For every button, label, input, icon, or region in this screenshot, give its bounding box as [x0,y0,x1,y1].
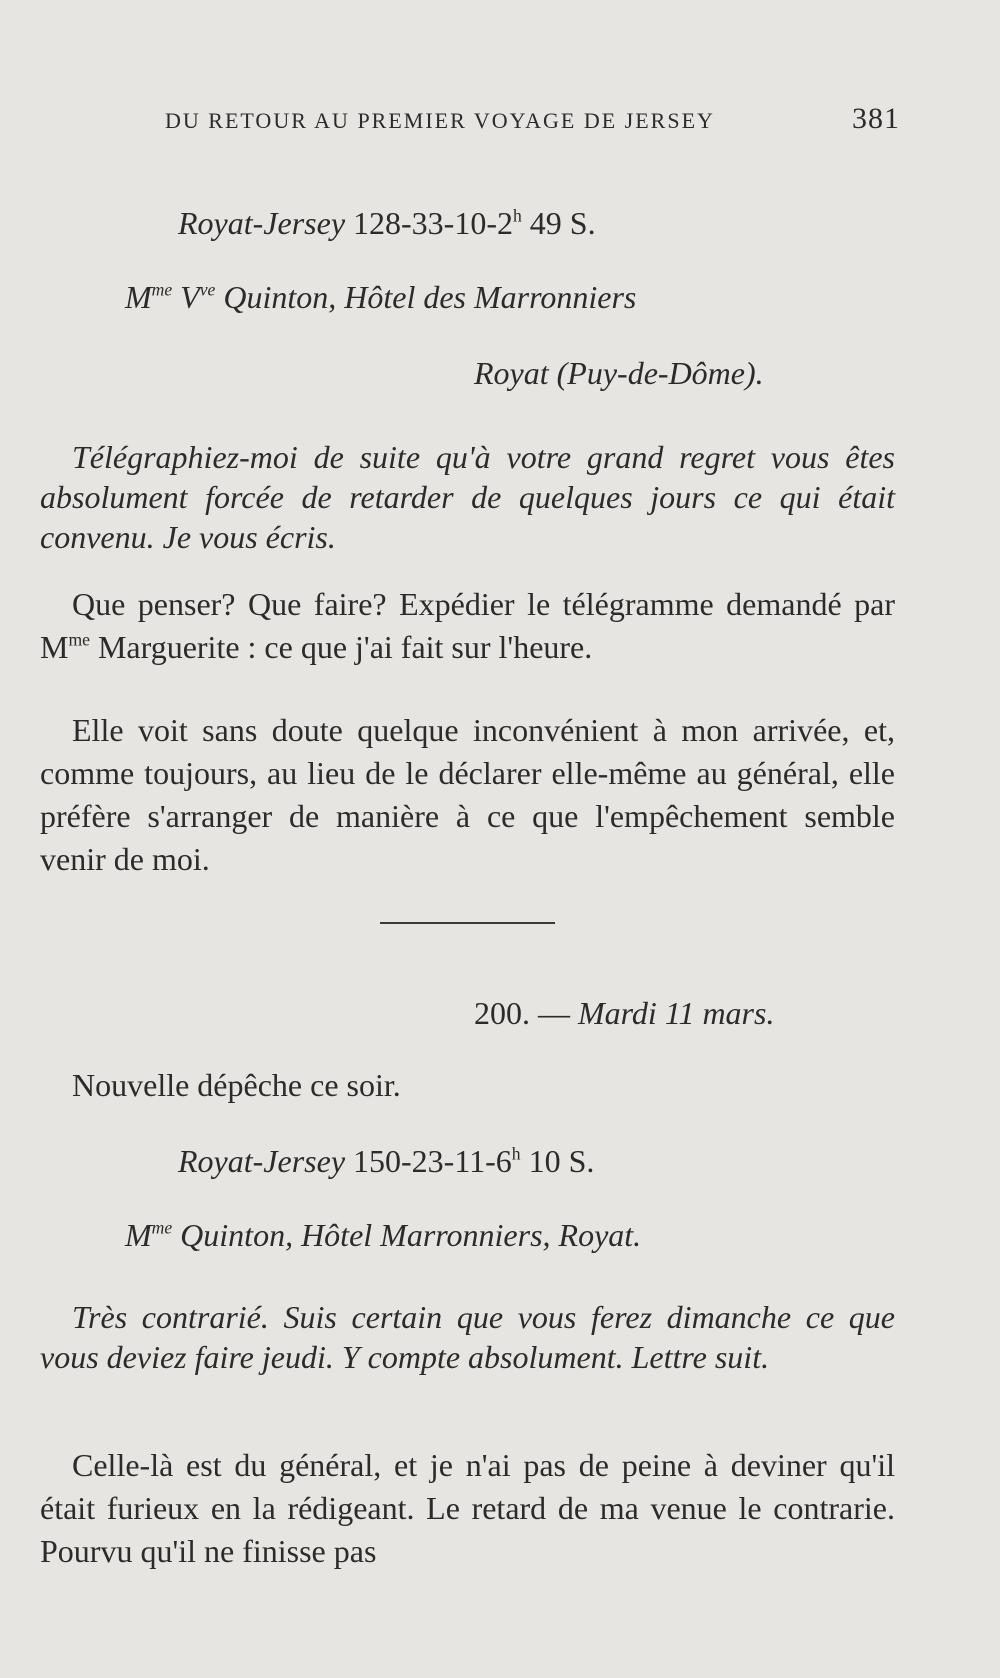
paragraph-2: Elle voit sans doute quelque inconvénient à mon arrivée, et, comme toujours, au lieu de le déclarer elle-même au général, elle préfère s'arranger de manière à ce que l'empêchement semble venir de moi. [40,712,895,877]
paragraph-1-sup: me [68,629,90,650]
telegram1-addressee-rest: Quinton, Hôtel des Marronniers [215,279,637,315]
telegram2-code-a: 150-23-11-6 [353,1143,512,1179]
telegram2-addressee [125,1214,641,1256]
paragraph-1 [40,583,895,669]
entry-heading [474,992,774,1034]
telegram1-addressee [125,276,636,318]
telegram2-message: Très contrarié. Suis certain que vous ferez dimanche ce que vous deviez faire jeudi. Y compte absolument. Lettre suit. [40,1299,895,1375]
paragraph-3: Nouvelle dépêche ce soir. [72,1067,401,1103]
paragraph-1-a: Que penser? Que faire? Expédier le télégramme demandé par M [40,586,895,665]
telegram1-message: Télégraphiez-moi de suite qu'à votre grand regret vous êtes absolument forcée de retarder de quelques jours ce qui était convenu. Je vous écris. [40,439,895,555]
telegram1-prefix: M [125,279,152,315]
telegram1-code-b: 49 S. [521,205,596,241]
section-divider [380,922,555,924]
telegram1-code-sup: h [512,205,522,226]
running-title: DU RETOUR AU PREMIER VOYAGE DE JERSEY [165,108,715,133]
entry-date: Mardi 11 mars. [578,995,775,1031]
telegram1-v-sup: ve [199,279,216,300]
telegram1-header [178,202,596,244]
telegram1-code-a: 128-33-10-2 [353,205,513,241]
paragraph-1-b: Marguerite : ce que j'ai fait sur l'heure. [89,629,593,665]
telegram1-prefix-sup: me [151,279,173,300]
entry-number: 200. — [474,995,570,1031]
telegram2-route: Royat-Jersey [178,1143,346,1179]
telegram2-prefix-sup: me [151,1217,173,1238]
telegram2-code-sup: h [511,1143,521,1164]
telegram1-v: V [180,279,200,315]
telegram2-code-b: 10 S. [520,1143,595,1179]
telegram1-route: Royat-Jersey [178,205,346,241]
telegram2-addressee-rest: Quinton, Hôtel Marronniers, Royat. [172,1217,642,1253]
telegram2-prefix: M [125,1217,152,1253]
page-number: 381 [852,102,900,135]
telegram2-header [178,1140,594,1182]
paragraph-4: Celle-là est du général, et je n'ai pas de peine à deviner qu'il était furieux en la rédigeant. Le retard de ma venue le contrarie. Pourvu qu'il ne finisse pas [40,1447,895,1569]
telegram1-location: Royat (Puy-de-Dôme). [474,355,764,391]
